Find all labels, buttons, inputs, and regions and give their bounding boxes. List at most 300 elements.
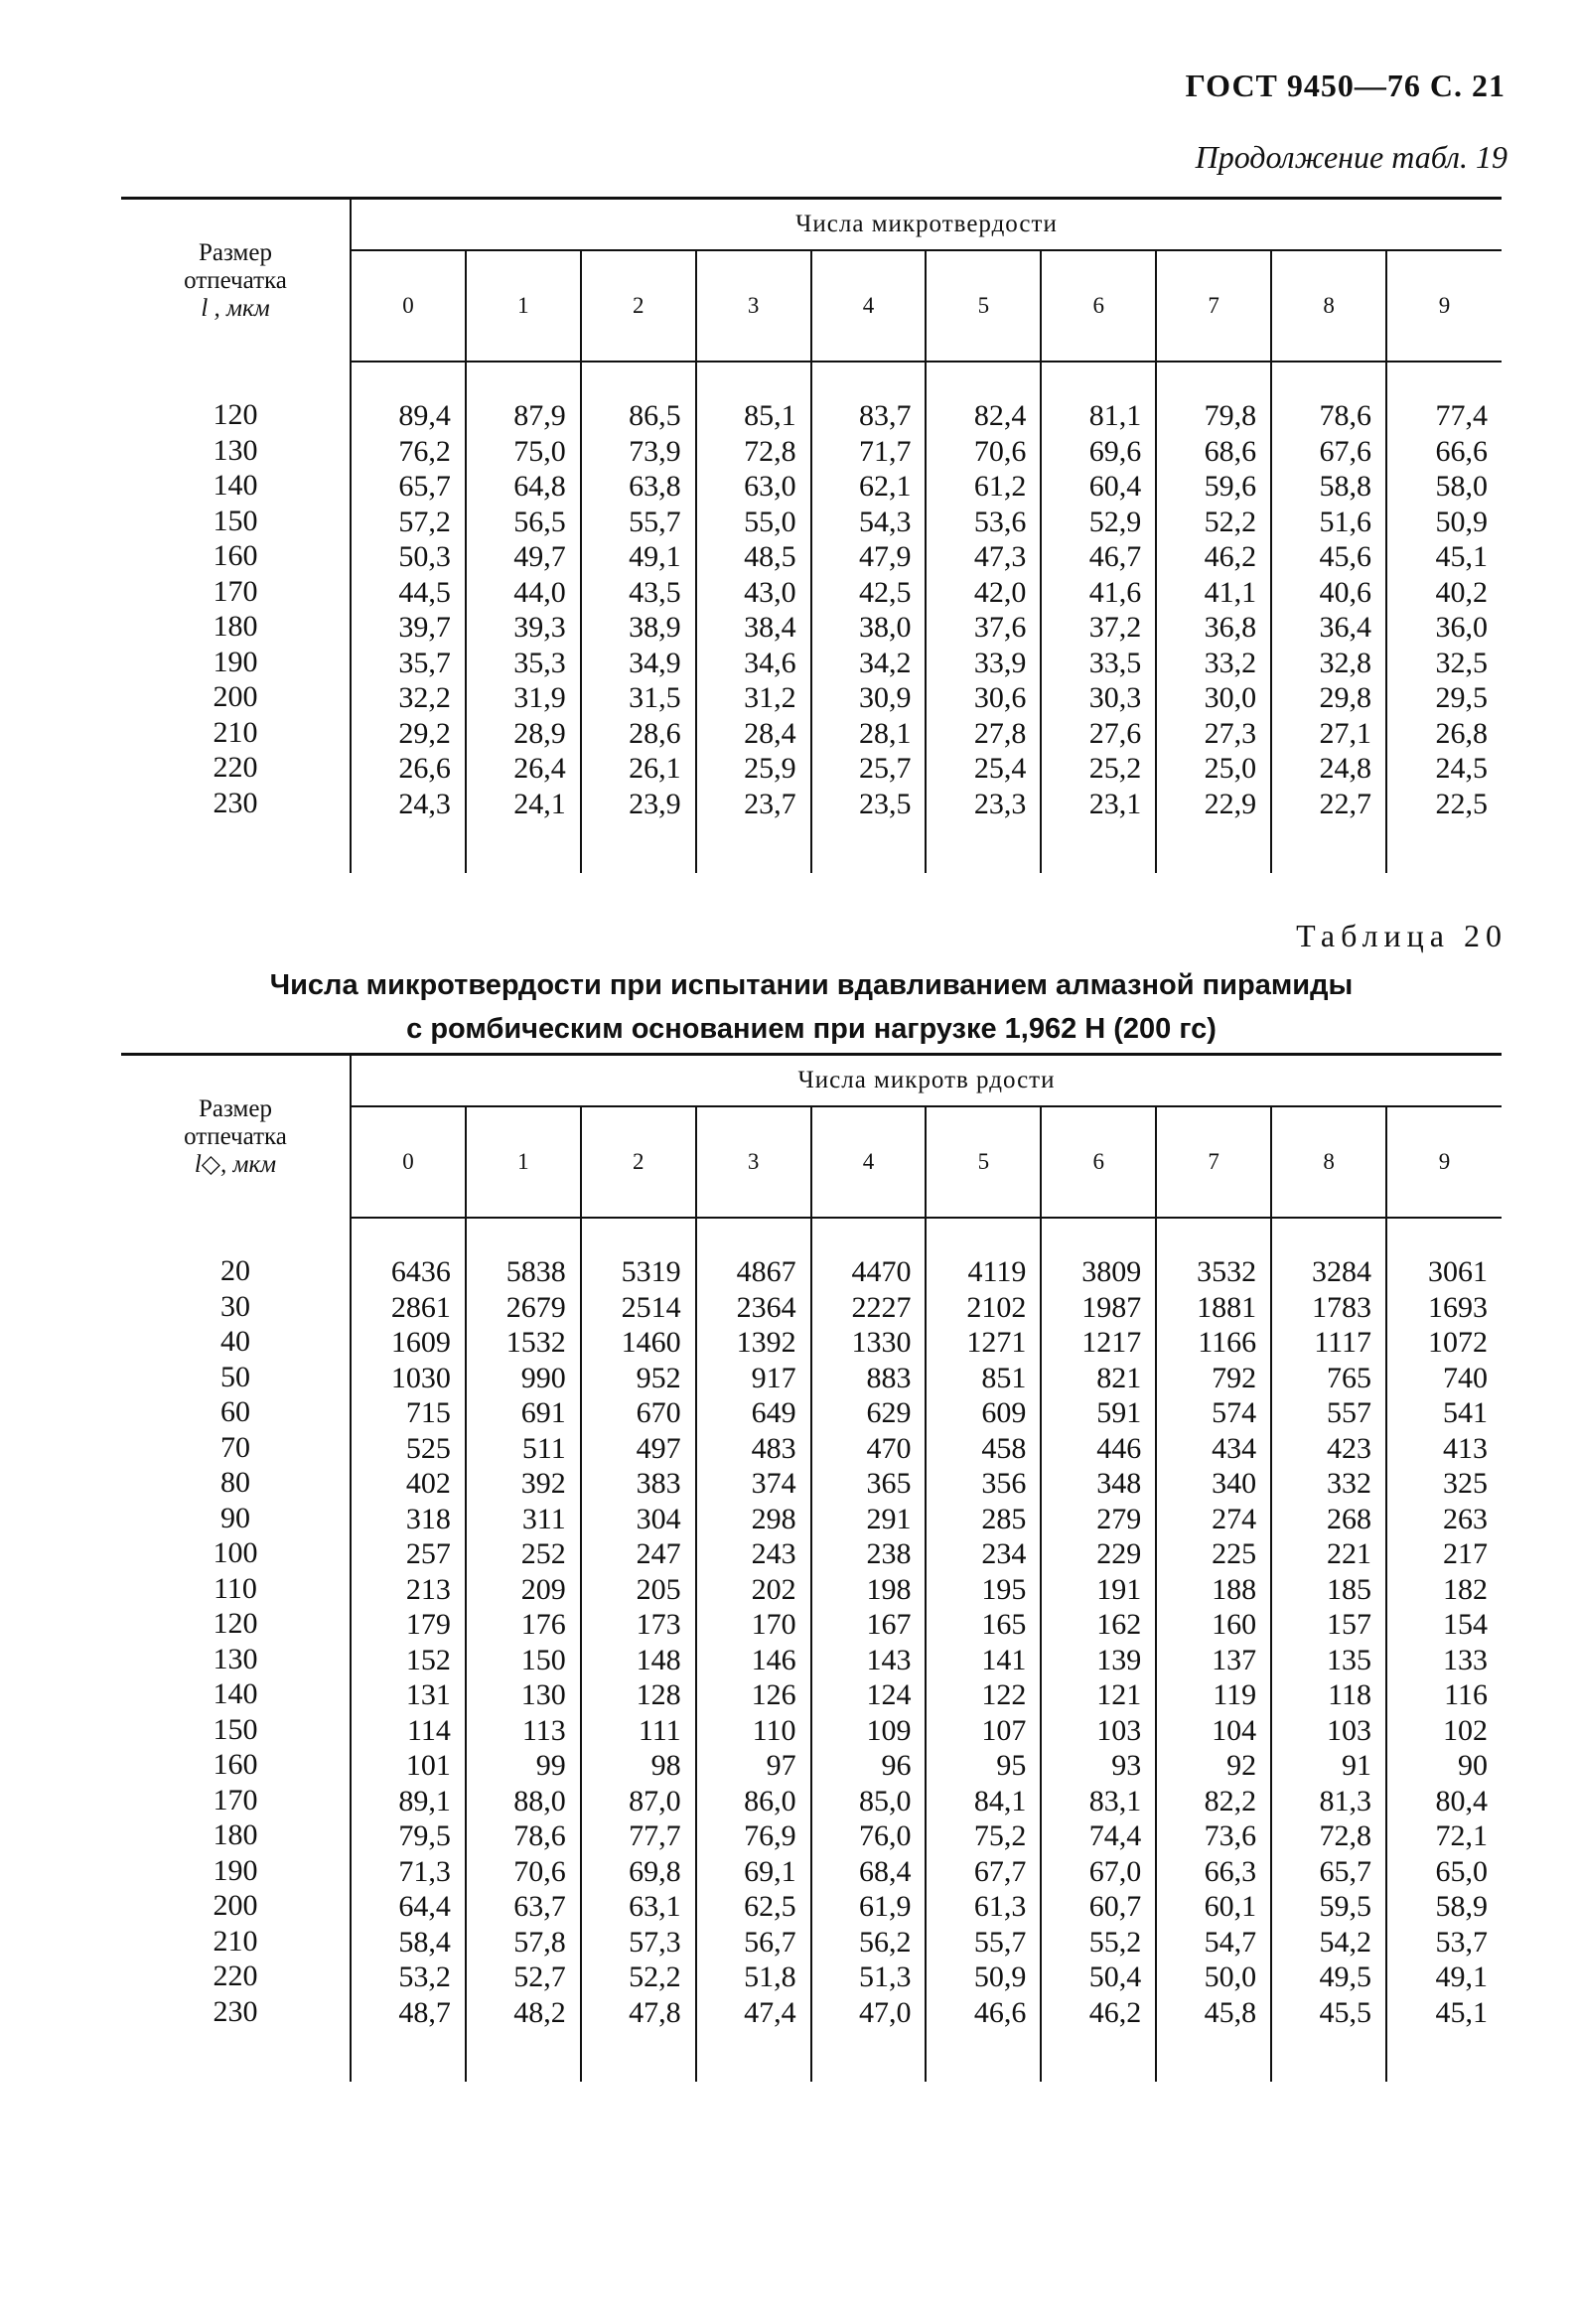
digit-column-header: 0 (351, 250, 466, 362)
print-size-value: 150 (213, 1712, 258, 1746)
digit-column-header: 3 (696, 1106, 811, 1218)
digit-column-header: 5 (926, 250, 1041, 362)
hardness-value: 318 (405, 1502, 451, 1535)
hardness-value: 47,9 (858, 540, 912, 573)
hardness-value: 86,0 (744, 1784, 796, 1817)
hardness-value: 46,2 (1088, 1995, 1142, 2029)
hardness-value: 2679 (505, 1290, 566, 1324)
hardness-value: 25,7 (858, 752, 912, 785)
page-header: ГОСТ 9450—76 С. 21 (1185, 68, 1505, 103)
hardness-column (926, 1218, 1041, 2082)
hardness-value: 107 (981, 1713, 1027, 1747)
hardness-value: 51,8 (744, 1961, 796, 1993)
hardness-value: 2861 (390, 1290, 451, 1324)
hardness-value: 31,2 (744, 681, 796, 714)
hardness-value: 150 (520, 1643, 566, 1676)
hardness-value: 110 (752, 1713, 796, 1747)
hardness-value: 46,6 (973, 1995, 1027, 2029)
hardness-column (1041, 362, 1156, 873)
hardness-value: 103 (1327, 1713, 1372, 1747)
table-19 (121, 197, 1502, 873)
hardness-value: 33,5 (1088, 646, 1142, 679)
hardness-value: 74,4 (1088, 1819, 1142, 1852)
hardness-value: 36,8 (1204, 611, 1257, 644)
hardness-value: 2227 (851, 1290, 912, 1324)
print-size-value: 30 (220, 1289, 250, 1323)
hardness-value: 247 (636, 1537, 681, 1570)
digit-column-header: 4 (811, 1106, 927, 1218)
hardness-value: 79,8 (1204, 399, 1257, 432)
hardness-value: 49,5 (1319, 1961, 1372, 1993)
hardness-value: 1693 (1428, 1290, 1488, 1324)
hardness-value: 851 (981, 1361, 1027, 1394)
print-size-value: 180 (213, 610, 258, 643)
hardness-value: 60,1 (1204, 1890, 1257, 1923)
hardness-value: 48,7 (398, 1995, 451, 2029)
digit-column-header: 7 (1156, 250, 1271, 362)
hardness-value: 45,1 (1435, 1995, 1488, 2029)
hardness-value: 60,4 (1088, 470, 1142, 503)
hardness-value: 73,6 (1204, 1819, 1257, 1852)
hardness-value: 52,7 (513, 1961, 566, 1993)
print-size-value: 180 (213, 1818, 258, 1851)
hardness-value: 649 (751, 1396, 796, 1429)
hardness-value: 58,8 (1319, 470, 1372, 503)
hardness-value: 24,3 (398, 787, 451, 820)
hardness-value: 139 (1096, 1643, 1142, 1676)
hardness-value: 28,9 (513, 716, 566, 750)
hardness-value: 31,9 (513, 681, 566, 714)
hardness-value: 99 (535, 1749, 566, 1782)
hardness-value: 141 (981, 1643, 1027, 1676)
hardness-value: 85,0 (858, 1784, 912, 1817)
hardness-value: 69,8 (629, 1854, 681, 1888)
hardness-value: 52,9 (1088, 505, 1142, 538)
hardness-value: 65,7 (398, 470, 451, 503)
hardness-value: 114 (407, 1713, 451, 1747)
hardness-value: 356 (981, 1467, 1027, 1500)
hardness-value: 130 (520, 1678, 566, 1711)
hardness-value: 5319 (621, 1255, 681, 1288)
print-size-value: 150 (213, 504, 258, 537)
table-continued-note: Продолжение табл. 19 (1195, 139, 1507, 175)
hardness-value: 27,8 (973, 716, 1027, 750)
size-header-line: l , мкм (201, 294, 270, 322)
print-size-value: 220 (213, 1960, 258, 1992)
hardness-value: 38,0 (858, 611, 912, 644)
hardness-value: 670 (636, 1396, 681, 1429)
hardness-column (1271, 362, 1386, 873)
hardness-value: 66,6 (1435, 434, 1488, 468)
hardness-value: 54,7 (1204, 1925, 1257, 1959)
hardness-value: 61,3 (973, 1890, 1027, 1923)
hardness-value: 76,2 (398, 434, 451, 468)
hardness-value: 64,8 (513, 470, 566, 503)
hardness-value: 88,0 (513, 1784, 566, 1817)
hardness-value: 6436 (390, 1255, 451, 1288)
hardness-value: 133 (1443, 1643, 1488, 1676)
digit-column-header: 9 (1386, 250, 1502, 362)
hardness-value: 170 (751, 1608, 796, 1641)
hardness-value: 103 (1096, 1713, 1142, 1747)
hardness-value: 44,5 (398, 575, 451, 609)
hardness-value: 35,3 (513, 646, 566, 679)
hardness-value: 413 (1443, 1431, 1488, 1465)
hardness-value: 41,6 (1088, 575, 1142, 609)
hardness-value: 69,6 (1088, 434, 1142, 468)
digit-column-header: 2 (581, 250, 696, 362)
hardness-column (811, 1218, 927, 2082)
hardness-value: 50,9 (973, 1961, 1027, 1993)
hardness-value: 179 (405, 1608, 451, 1641)
hardness-value: 157 (1327, 1608, 1372, 1641)
print-size-value: 70 (220, 1430, 250, 1464)
hardness-value: 4867 (736, 1255, 796, 1288)
hardness-value: 1166 (1198, 1326, 1257, 1359)
table-20 (121, 1053, 1502, 2082)
hardness-value: 71,3 (398, 1854, 451, 1888)
print-size-value: 120 (213, 398, 258, 431)
hardness-value: 42,0 (973, 575, 1027, 609)
hardness-value: 374 (751, 1467, 796, 1500)
hardness-value: 59,5 (1319, 1890, 1372, 1923)
size-column-header (121, 199, 351, 363)
print-size-value: 190 (213, 1853, 258, 1887)
hardness-value: 348 (1096, 1467, 1142, 1500)
hardness-value: 1330 (851, 1326, 912, 1359)
hardness-value: 51,6 (1319, 505, 1372, 538)
hardness-value: 60,7 (1088, 1890, 1142, 1923)
hardness-value: 47,8 (629, 1995, 681, 2029)
hardness-value: 146 (751, 1643, 796, 1676)
hardness-value: 25,9 (744, 752, 796, 785)
hardness-value: 952 (636, 1361, 681, 1394)
table-20-caption: с ромбическим основанием при нагрузке 1,962 Н (200 гс) (406, 1013, 1217, 1045)
hardness-value: 131 (405, 1678, 451, 1711)
hardness-value: 591 (1096, 1396, 1142, 1429)
hardness-value: 263 (1443, 1502, 1488, 1535)
hardness-value: 304 (636, 1502, 681, 1535)
hardness-value: 497 (636, 1431, 681, 1465)
hardness-value: 25,2 (1088, 752, 1142, 785)
hardness-value: 1609 (390, 1326, 451, 1359)
hardness-value: 1783 (1312, 1290, 1372, 1324)
size-header-line: отпечатка (184, 1122, 287, 1150)
hardness-value: 188 (1212, 1572, 1257, 1606)
hardness-value: 45,1 (1435, 540, 1488, 573)
hardness-value: 1460 (621, 1326, 681, 1359)
hardness-value: 70,6 (513, 1854, 566, 1888)
hardness-value: 24,1 (513, 787, 566, 820)
print-size-value: 130 (213, 1642, 258, 1675)
hardness-value: 30,0 (1204, 681, 1257, 714)
hardness-value: 165 (981, 1608, 1027, 1641)
hardness-value: 1532 (505, 1326, 566, 1359)
hardness-value: 1217 (1081, 1326, 1142, 1359)
hardness-value: 50,3 (398, 540, 451, 573)
hardness-value: 56,5 (513, 505, 566, 538)
hardness-value: 53,6 (973, 505, 1027, 538)
hardness-value: 76,9 (744, 1819, 796, 1852)
digit-column-header: 5 (926, 1106, 1041, 1218)
digit-column-header: 3 (696, 250, 811, 362)
hardness-column (581, 362, 696, 873)
hardness-value: 89,4 (398, 399, 451, 432)
print-size-value: 160 (213, 1748, 258, 1781)
hardness-value: 30,3 (1088, 681, 1142, 714)
hardness-value: 28,1 (858, 716, 912, 750)
hardness-value: 22,5 (1435, 787, 1488, 820)
hardness-value: 217 (1443, 1537, 1488, 1570)
hardness-value: 75,0 (513, 434, 566, 468)
hardness-value: 57,8 (513, 1925, 566, 1959)
hardness-value: 50,4 (1088, 1961, 1142, 1993)
hardness-value: 152 (405, 1643, 451, 1676)
table-20-grid (121, 1053, 1502, 2082)
hardness-value: 57,3 (629, 1925, 681, 1959)
hardness-value: 62,5 (744, 1890, 796, 1923)
hardness-value: 3284 (1312, 1255, 1372, 1288)
digit-column-header: 1 (466, 1106, 581, 1218)
hardness-value: 340 (1212, 1467, 1257, 1500)
hardness-value: 365 (866, 1467, 912, 1500)
hardness-value: 3061 (1428, 1255, 1488, 1288)
hardness-value: 1392 (736, 1326, 796, 1359)
hardness-value: 81,3 (1319, 1784, 1372, 1817)
hardness-value: 73,9 (629, 434, 681, 468)
hardness-value: 65,0 (1435, 1854, 1488, 1888)
hardness-value: 59,6 (1204, 470, 1257, 503)
digit-column-header: 8 (1271, 250, 1386, 362)
hardness-value: 291 (866, 1502, 912, 1535)
hardness-value: 46,7 (1088, 540, 1142, 573)
hardness-value: 148 (636, 1643, 681, 1676)
hardness-value: 124 (866, 1678, 912, 1711)
hardness-value: 58,0 (1435, 470, 1488, 503)
hardness-value: 137 (1212, 1643, 1257, 1676)
hardness-value: 483 (751, 1431, 796, 1465)
print-size-value: 90 (220, 1501, 250, 1534)
hardness-value: 63,8 (629, 470, 681, 503)
hardness-value: 39,3 (513, 611, 566, 644)
hardness-value: 40,6 (1319, 575, 1372, 609)
hardness-value: 36,4 (1319, 611, 1372, 644)
hardness-value: 56,7 (744, 1925, 796, 1959)
hardness-value: 83,1 (1088, 1784, 1142, 1817)
print-size-value: 230 (213, 786, 258, 819)
hardness-value: 26,6 (398, 752, 451, 785)
hardness-value: 72,8 (1319, 1819, 1372, 1852)
hardness-column (1156, 362, 1271, 873)
hardness-value: 126 (751, 1678, 796, 1711)
hardness-value: 32,2 (398, 681, 451, 714)
hardness-value: 202 (751, 1572, 796, 1606)
hardness-value: 97 (766, 1749, 796, 1782)
hardness-value: 91 (1342, 1749, 1372, 1782)
hardness-value: 48,5 (744, 540, 796, 573)
hardness-value: 119 (1213, 1678, 1257, 1711)
hardness-value: 128 (636, 1678, 681, 1711)
hardness-value: 55,0 (744, 505, 796, 538)
hardness-value: 29,5 (1435, 681, 1488, 714)
hardness-value: 93 (1111, 1749, 1142, 1782)
hardness-column (1041, 1218, 1156, 2082)
hardness-value: 1072 (1428, 1326, 1488, 1359)
hardness-value: 47,3 (973, 540, 1027, 573)
hardness-value: 56,2 (858, 1925, 912, 1959)
hardness-value: 225 (1212, 1537, 1257, 1570)
hardness-value: 160 (1212, 1608, 1257, 1641)
hardness-column (351, 1218, 466, 2082)
hardness-value: 89,1 (398, 1784, 451, 1817)
hardness-value: 195 (981, 1572, 1027, 1606)
hardness-value: 402 (405, 1467, 451, 1500)
hardness-value: 209 (520, 1572, 566, 1606)
hardness-value: 53,7 (1435, 1925, 1488, 1959)
hardness-value: 104 (1212, 1713, 1257, 1747)
hardness-value: 557 (1327, 1396, 1372, 1429)
hardness-value: 66,3 (1204, 1854, 1257, 1888)
hardness-value: 46,2 (1204, 540, 1257, 573)
hardness-value: 32,8 (1319, 646, 1372, 679)
print-size-value: 140 (213, 469, 258, 502)
print-size-value: 140 (213, 1677, 258, 1710)
hardness-value: 221 (1327, 1537, 1372, 1570)
hardness-column (466, 1218, 581, 2082)
hardness-value: 332 (1327, 1467, 1372, 1500)
hardness-value: 49,1 (1435, 1961, 1488, 1993)
hardness-value: 792 (1212, 1361, 1257, 1394)
hardness-value: 61,9 (858, 1890, 912, 1923)
hardness-value: 325 (1443, 1467, 1488, 1500)
hardness-value: 64,4 (398, 1890, 451, 1923)
hardness-value: 111 (638, 1713, 681, 1747)
hardness-value: 39,7 (398, 611, 451, 644)
table-19-grid (121, 197, 1502, 873)
hardness-value: 47,0 (858, 1995, 912, 2029)
hardness-value: 2102 (966, 1290, 1027, 1324)
hardness-column (351, 362, 466, 873)
hardness-value: 57,2 (398, 505, 451, 538)
hardness-value: 34,2 (858, 646, 912, 679)
hardness-value: 185 (1327, 1572, 1372, 1606)
size-column-header (121, 1055, 351, 1219)
print-size-value: 20 (220, 1254, 250, 1287)
hardness-value: 274 (1212, 1502, 1257, 1535)
hardness-value: 43,0 (744, 575, 796, 609)
hardness-value: 84,1 (973, 1784, 1027, 1817)
size-header-line: Размер (199, 1094, 272, 1122)
print-size-value: 160 (213, 539, 258, 572)
hardness-value: 24,5 (1435, 752, 1488, 785)
hardness-value: 740 (1443, 1361, 1488, 1394)
print-size-value: 210 (213, 715, 258, 749)
hardness-value: 38,9 (629, 611, 681, 644)
hardness-value: 2364 (736, 1290, 796, 1324)
hardness-value: 78,6 (1319, 399, 1372, 432)
hardness-value: 36,0 (1435, 611, 1488, 644)
hardness-value: 279 (1096, 1502, 1142, 1535)
hardness-value: 4119 (967, 1255, 1027, 1288)
hardness-value: 198 (866, 1572, 912, 1606)
print-size-value: 40 (220, 1325, 250, 1358)
hardness-value: 434 (1212, 1431, 1257, 1465)
hardness-value: 229 (1096, 1537, 1142, 1570)
hardness-value: 68,4 (858, 1854, 912, 1888)
hardness-value: 52,2 (629, 1961, 681, 1993)
digit-column-header: 8 (1271, 1106, 1386, 1218)
hardness-value: 1117 (1314, 1326, 1372, 1359)
print-size-value: 190 (213, 645, 258, 678)
group-header: Числа микротвердости (351, 199, 1502, 251)
hardness-column (581, 1218, 696, 2082)
digit-column-header: 6 (1041, 250, 1156, 362)
hardness-value: 42,5 (858, 575, 912, 609)
hardness-value: 78,6 (513, 1819, 566, 1852)
hardness-column (1386, 1218, 1502, 2082)
hardness-value: 49,7 (513, 540, 566, 573)
hardness-value: 41,1 (1204, 575, 1257, 609)
hardness-value: 44,0 (513, 575, 566, 609)
hardness-value: 38,4 (744, 611, 796, 644)
print-size-value: 50 (220, 1360, 250, 1393)
hardness-value: 917 (751, 1361, 796, 1394)
hardness-value: 101 (405, 1749, 451, 1782)
print-size-value: 100 (213, 1536, 258, 1569)
hardness-value: 87,9 (513, 399, 566, 432)
size-column (121, 1218, 351, 2082)
hardness-value: 883 (866, 1361, 912, 1394)
hardness-value: 77,7 (629, 1819, 681, 1852)
hardness-value: 26,1 (629, 752, 681, 785)
hardness-value: 45,5 (1319, 1995, 1372, 2029)
hardness-value: 70,6 (973, 434, 1027, 468)
hardness-column (926, 362, 1041, 873)
hardness-value: 26,4 (513, 752, 566, 785)
hardness-value: 31,5 (629, 681, 681, 714)
digit-column-header: 7 (1156, 1106, 1271, 1218)
hardness-value: 50,9 (1435, 505, 1488, 538)
hardness-value: 629 (866, 1396, 912, 1429)
hardness-value: 37,6 (973, 611, 1027, 644)
hardness-value: 95 (996, 1749, 1027, 1782)
hardness-value: 96 (881, 1749, 912, 1782)
hardness-value: 5838 (505, 1255, 566, 1288)
print-size-value: 200 (213, 680, 258, 713)
hardness-value: 61,2 (973, 470, 1027, 503)
group-header: Числа микротв рдости (351, 1055, 1502, 1107)
hardness-value: 63,1 (629, 1890, 681, 1923)
hardness-value: 511 (521, 1431, 566, 1465)
hardness-value: 82,2 (1204, 1784, 1257, 1817)
hardness-value: 2514 (621, 1290, 681, 1324)
hardness-value: 116 (1444, 1678, 1488, 1711)
hardness-value: 30,6 (973, 681, 1027, 714)
hardness-value: 173 (636, 1608, 681, 1641)
hardness-value: 65,7 (1319, 1854, 1372, 1888)
hardness-value: 311 (521, 1502, 566, 1535)
hardness-value: 25,4 (973, 752, 1027, 785)
hardness-value: 35,7 (398, 646, 451, 679)
hardness-value: 191 (1096, 1572, 1142, 1606)
hardness-value: 72,8 (744, 434, 796, 468)
hardness-column (1386, 362, 1502, 873)
hardness-value: 71,7 (858, 434, 912, 468)
hardness-value: 182 (1443, 1572, 1488, 1606)
hardness-value: 28,6 (629, 716, 681, 750)
hardness-value: 392 (520, 1467, 566, 1500)
hardness-value: 24,8 (1319, 752, 1372, 785)
